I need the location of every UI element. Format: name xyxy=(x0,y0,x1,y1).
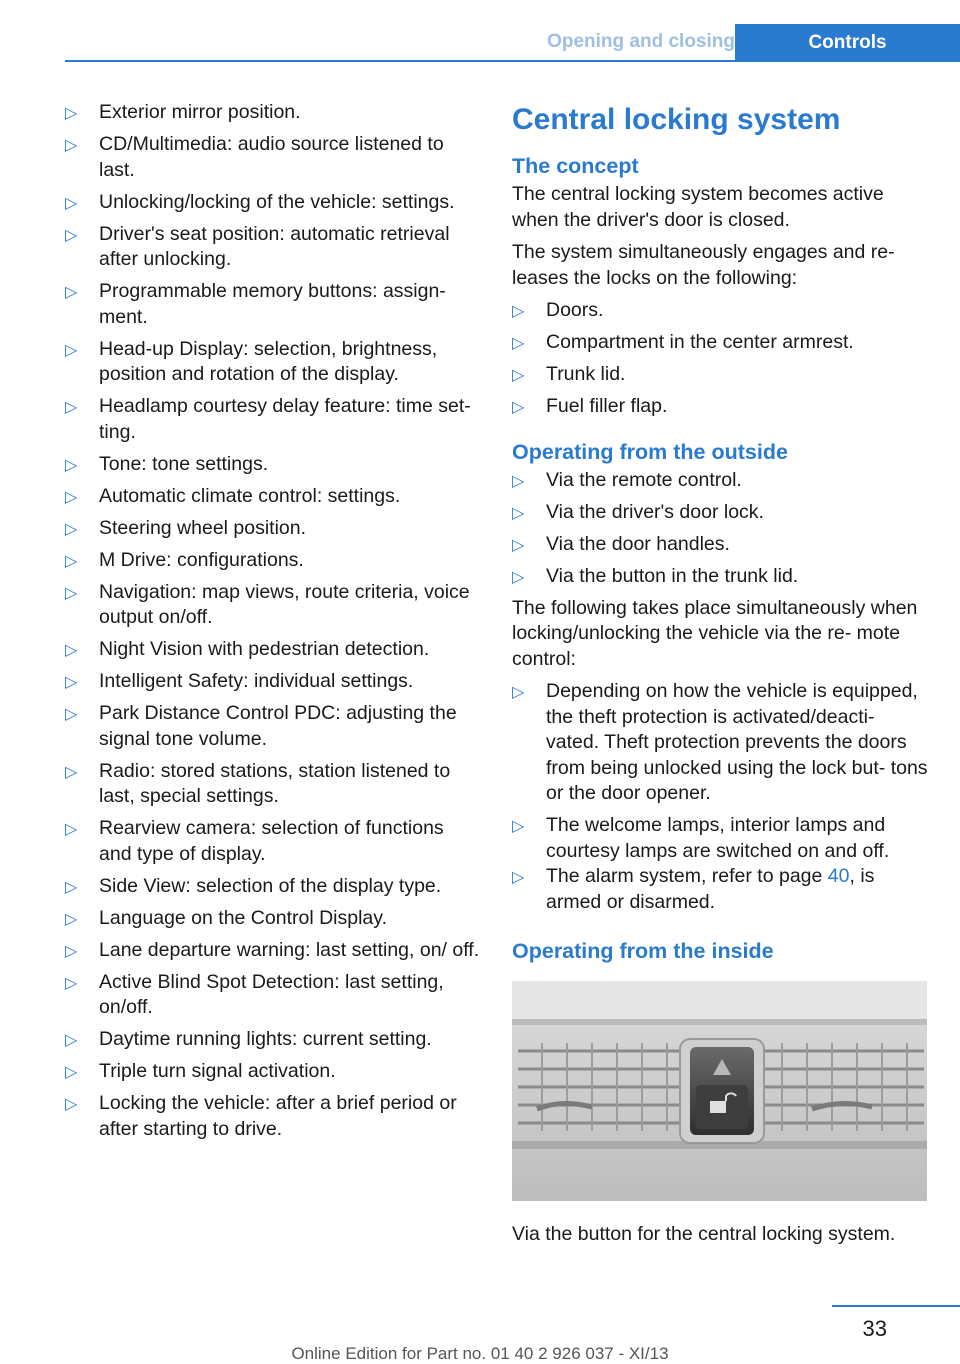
concept-paragraph-2: The system simultaneously engages and re‐ leases the locks on the following: xyxy=(512,241,895,289)
list-item: ▷ Unlocking/locking of the vehicle: settings. xyxy=(65,190,480,216)
triangle-bullet-icon: ▷ xyxy=(65,226,78,244)
list-item: ▷ Automatic climate control: settings. xyxy=(65,484,480,510)
triangle-bullet-icon: ▷ xyxy=(65,763,78,781)
page-reference-link[interactable]: 40 xyxy=(827,865,850,887)
memory-settings-list xyxy=(65,100,480,1142)
triangle-bullet-icon: ▷ xyxy=(512,335,525,352)
list-item: ▷ Via the door handles. xyxy=(512,532,932,558)
remote-effects-list xyxy=(512,679,932,864)
outside-list xyxy=(512,468,932,590)
triangle-bullet-icon: ▷ xyxy=(65,399,78,416)
list-item: ▷ The welcome lamps, interior lamps and courtesy lamps are switched on and off. xyxy=(512,814,890,862)
outside-heading: Operating from the outside xyxy=(512,439,788,464)
triangle-bullet-icon: ▷ xyxy=(65,284,78,301)
triangle-bullet-icon: ▷ xyxy=(65,488,78,506)
footer-edition: Online Edition for Part no. 01 40 2 926 037 - XI/13 xyxy=(291,1344,669,1363)
header-chapter-tab: Controls xyxy=(735,24,960,62)
left-column xyxy=(65,100,480,1149)
header-rule xyxy=(65,60,960,62)
triangle-bullet-icon: ▷ xyxy=(65,942,78,960)
list-item: ▷ Fuel filler flap. xyxy=(512,394,932,420)
concept-paragraph-1: The central locking system becomes active when the driver's door is closed. xyxy=(512,183,884,231)
photo-caption: Via the button for the central locking system. xyxy=(512,1223,896,1245)
triangle-bullet-icon: ▷ xyxy=(65,910,78,928)
triangle-bullet-icon: ▷ xyxy=(65,552,78,570)
list-item: ▷ Head-up Display: selection, brightness, position and rotation of the display. xyxy=(65,337,438,385)
header-section-title: Opening and closing xyxy=(547,31,735,52)
triangle-bullet-icon: ▷ xyxy=(65,821,78,838)
section-title: Central locking system xyxy=(512,103,841,136)
list-item: ▷ Depending on how the vehicle is equipped, the theft protection is activated/deacti‐ vated. Theft protection prevents the doors from being unlocked using the lock but‐ tons or the door opener. xyxy=(512,680,928,804)
triangle-bullet-icon: ▷ xyxy=(65,878,78,896)
triangle-bullet-icon: ▷ xyxy=(65,642,78,659)
triangle-bullet-icon: ▷ xyxy=(65,456,78,474)
triangle-bullet-icon: ▷ xyxy=(65,137,78,154)
triangle-bullet-icon: ▷ xyxy=(512,399,525,416)
triangle-bullet-icon: ▷ xyxy=(512,684,525,701)
list-item: ▷ Intelligent Safety: individual settings. xyxy=(65,669,480,695)
triangle-bullet-icon: ▷ xyxy=(65,584,78,602)
triangle-bullet-icon: ▷ xyxy=(512,504,525,522)
list-item: ▷ Active Blind Spot Detection: last setting, on/off. xyxy=(65,970,444,1018)
list-item: ▷ Navigation: map views, route criteria, voice output on/off. xyxy=(65,580,470,628)
list-item: ▷ Side View: selection of the display type. xyxy=(65,874,480,900)
triangle-bullet-icon: ▷ xyxy=(512,303,525,320)
list-item: ▷ Language on the Control Display. xyxy=(65,906,480,932)
footer-rule xyxy=(832,1305,960,1307)
triangle-bullet-icon: ▷ xyxy=(65,194,78,212)
triangle-bullet-icon: ▷ xyxy=(65,1032,78,1049)
list-item: ▷ Exterior mirror position. xyxy=(65,100,480,126)
list-item: ▷ Via the remote control. xyxy=(512,468,932,494)
list-item: ▷ Via the button in the trunk lid. xyxy=(512,564,932,590)
triangle-bullet-icon: ▷ xyxy=(512,367,525,384)
list-item: ▷ Steering wheel position. xyxy=(65,516,480,542)
list-item: ▷ CD/Multimedia: audio source listened to last. xyxy=(65,133,444,181)
list-item: ▷ Daytime running lights: current setting. xyxy=(65,1027,480,1053)
outside-paragraph: The following takes place simultaneously when locking/unlocking the vehicle via the re‐ mote control: xyxy=(512,596,918,670)
list-item: ▷ M Drive: configurations. xyxy=(65,548,480,574)
triangle-bullet-icon: ▷ xyxy=(65,674,78,691)
triangle-bullet-icon: ▷ xyxy=(512,818,525,835)
triangle-bullet-icon: ▷ xyxy=(65,341,78,359)
list-item: ▷ Headlamp courtesy delay feature: time set‐ ting. xyxy=(65,395,471,443)
list-item: ▷ Park Distance Control PDC: adjusting the signal tone volume. xyxy=(65,702,457,750)
list-item: ▷ Night Vision with pedestrian detection. xyxy=(65,637,480,663)
list-item: ▷ Lane departure warning: last setting, on/ off. xyxy=(65,938,480,964)
list-item: ▷ Programmable memory buttons: assign‐ ment. xyxy=(65,280,446,328)
list-item: ▷ Rearview camera: selection of functions and type of display. xyxy=(65,817,444,865)
list-item: ▷ Doors. xyxy=(512,298,932,324)
triangle-bullet-icon: ▷ xyxy=(512,568,525,586)
central-locking-button-photo xyxy=(512,981,927,1201)
list-item: ▷ The alarm system, refer to page 40, is armed or disarmed. xyxy=(512,865,875,913)
list-item: ▷ Via the driver's door lock. xyxy=(512,500,932,526)
triangle-bullet-icon: ▷ xyxy=(65,974,78,992)
triangle-bullet-icon: ▷ xyxy=(512,536,525,554)
list-item: ▷ Trunk lid. xyxy=(512,362,932,388)
triangle-bullet-icon: ▷ xyxy=(512,869,525,886)
triangle-bullet-icon: ▷ xyxy=(65,520,78,538)
alarm-list xyxy=(512,864,932,915)
right-column xyxy=(512,100,932,1248)
triangle-bullet-icon: ▷ xyxy=(65,105,78,122)
list-item: ▷ Compartment in the center armrest. xyxy=(512,330,932,356)
list-item: ▷ Triple turn signal activation. xyxy=(65,1059,480,1085)
triangle-bullet-icon: ▷ xyxy=(65,1096,78,1113)
list-item: ▷ Radio: stored stations, station listened to last, special settings. xyxy=(65,759,451,807)
list-item: ▷ Tone: tone settings. xyxy=(65,452,480,478)
triangle-bullet-icon: ▷ xyxy=(512,472,525,490)
concept-list xyxy=(512,298,932,420)
triangle-bullet-icon: ▷ xyxy=(65,1064,78,1081)
inside-heading: Operating from the inside xyxy=(512,939,774,963)
triangle-bullet-icon: ▷ xyxy=(65,706,78,723)
list-item: ▷ Locking the vehicle: after a brief period or after starting to drive. xyxy=(65,1092,457,1140)
concept-heading: The concept xyxy=(512,154,639,178)
list-item: ▷ Driver's seat position: automatic retrieval after unlocking. xyxy=(65,222,450,270)
page-number: 33 xyxy=(862,1316,887,1341)
